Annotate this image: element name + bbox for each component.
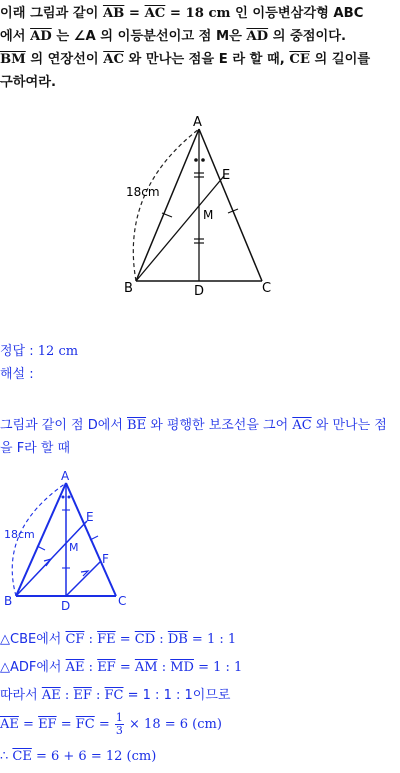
fraction-one-third: $\frac{1}{3}$ <box>115 711 123 737</box>
label-c-1: C <box>262 281 272 296</box>
equation-4: $\overline{AE} = \overline{EF} = \overline{FC}$ = $\frac{1}{3}$ × 18 = 6 (cm) <box>0 711 222 737</box>
explanation-label: 해설 : <box>0 367 34 382</box>
problem-line-4: 구하여라. <box>0 75 56 90</box>
label-d-1: D <box>194 284 205 299</box>
label-a-1: A <box>193 115 202 130</box>
figure-triangle-1 <box>110 110 290 300</box>
label-f-2: F <box>102 552 109 566</box>
label-a-2: A <box>61 469 70 483</box>
problem-line-2: 에서 $\overline{AD}$ 는 ∠A 의 이등분선이고 점 M은 $\overline{AD}$ 의 중점이다. <box>0 29 346 44</box>
problem-statement <box>0 2 398 94</box>
equation-3: 따라서 $\overline{AE}$ : $\overline{EF}$ : $\overline{FC} = 1$ : 1 : 1이므로 <box>0 688 231 703</box>
label-c-2: C <box>118 594 127 608</box>
side-ab-1 <box>136 129 199 281</box>
equation-2: △ADF에서 $\overline{AE}$ : $\overline{EF} = \overline{AM}$ : $\overline{MD} = 1$ : 1 <box>0 660 243 675</box>
solution-intro: 그림과 같이 점 D에서 $\overline{BE}$ 와 평행한 보조선을 그어 $\overline{AC}$ 와 만나는 점 을 F라 할 때 <box>0 418 387 456</box>
label-b-1: B <box>124 281 133 296</box>
label-e-1: E <box>222 168 231 183</box>
label-m-2: M <box>69 541 79 554</box>
label-18cm-2: 18cm <box>4 528 35 541</box>
label-e-2: E <box>86 510 94 524</box>
equation-5: ∴ $\overline{CE} = 6 + 6 = 12$ (cm) <box>0 749 157 764</box>
label-b-2: B <box>4 594 13 608</box>
side-ac-1 <box>199 129 262 281</box>
equation-1: △CBE에서 $\overline{CF}$ : $\overline{FE} = \overline{CD}$ : $\overline{DB} = 1$ : 1 <box>0 632 237 647</box>
label-d-2: D <box>61 599 71 613</box>
answer-line: 정답 : 12 cm <box>0 344 79 359</box>
answer-value: 12 cm <box>37 344 79 359</box>
label-18cm-1: 18cm <box>126 185 160 199</box>
problem-line-3: $\overline{BM}$ 의 연장선이 $\overline{AC}$ 와 만나는 점을 E 라 할 때, $\overline{CE}$ 의 길이를 <box>0 52 371 67</box>
figure-triangle-2 <box>0 466 140 614</box>
segment-df-2 <box>66 561 101 596</box>
angle-dot-1 <box>194 158 198 162</box>
problem-line-1: 이래 그림과 같이 $\overline{AB} = \overline{AC} = 18$ cm 인 이등변삼각형 ABC <box>0 6 364 21</box>
label-m-1: M <box>203 208 214 222</box>
angle-dot-2 <box>201 158 205 162</box>
